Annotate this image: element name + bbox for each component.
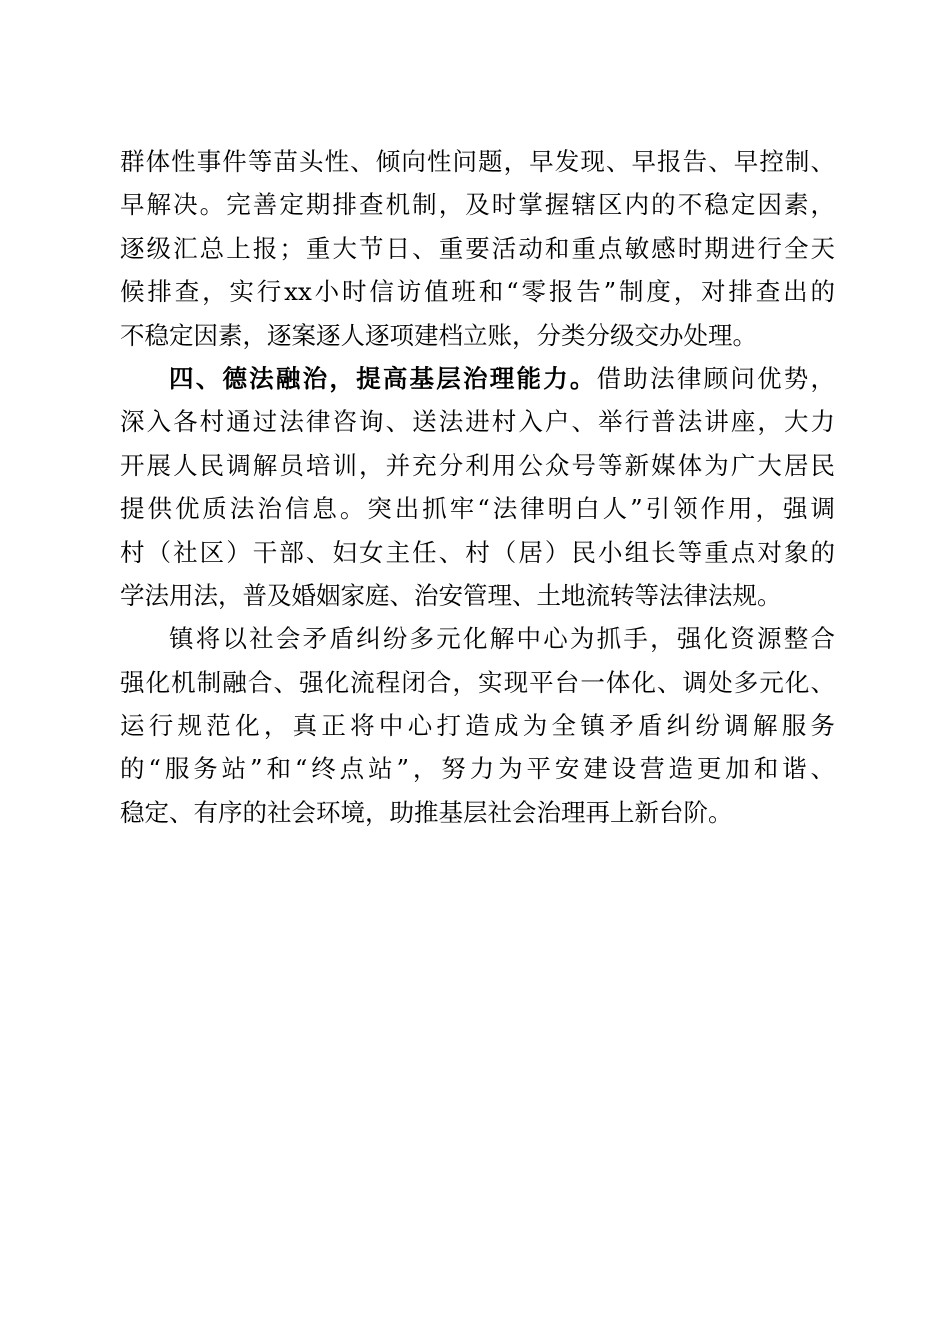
document-body bbox=[120, 140, 835, 834]
text-line: 提供优质法治信息。突出抓牢“法律明白人”引领作用，强调 bbox=[120, 494, 835, 524]
text-line: 运行规范化，真正将中心打造成为全镇矛盾纠纷调解服务 bbox=[120, 711, 835, 741]
text-line: 的“服务站”和“终点站”，努力为平安建设营造更加和谐、 bbox=[120, 754, 835, 784]
text-line: 镇将以社会矛盾纠纷多元化解中心为抓手，强化资源整合 bbox=[169, 624, 835, 654]
paragraph-3 bbox=[120, 617, 835, 834]
text-line: 不稳定因素，逐案逐人逐项建档立账，分类分级交办处理。 bbox=[120, 320, 757, 350]
text-line: 逐级汇总上报；重大节日、重要活动和重点敏感时期进行全天 bbox=[120, 233, 835, 263]
text-line: 开展人民调解员培训，并充分利用公众号等新媒体为广大居民 bbox=[120, 450, 835, 480]
paragraph-2 bbox=[120, 357, 835, 617]
heading-followup-text: 借助法律顾问优势， bbox=[596, 363, 836, 393]
text-line: 学法用法，普及婚姻家庭、治安管理、土地流转等法律法规。 bbox=[120, 580, 782, 610]
text-line: 强化机制融合、强化流程闭合，实现平台一体化、调处多元化、 bbox=[120, 667, 835, 697]
section-heading: 四、德法融治，提高基层治理能力。 bbox=[169, 363, 597, 393]
text-line: 早解决。完善定期排查机制，及时掌握辖区内的不稳定因素， bbox=[120, 190, 835, 220]
text-line: 候排查，实行xx小时信访值班和“零报告”制度，对排查出的 bbox=[120, 277, 835, 307]
text-line: 群体性事件等苗头性、倾向性问题，早发现、早报告、早控制、 bbox=[120, 147, 835, 176]
text-line bbox=[120, 357, 835, 400]
text-line: 稳定、有序的社会环境，助推基层社会治理再上新台阶。 bbox=[120, 797, 733, 827]
paragraph-1 bbox=[120, 140, 835, 357]
text-line: 深入各村通过法律咨询、送法进村入户、举行普法讲座，大力 bbox=[120, 407, 835, 437]
text-line: 村（社区）干部、妇女主任、村（居）民小组长等重点对象的 bbox=[120, 537, 835, 567]
